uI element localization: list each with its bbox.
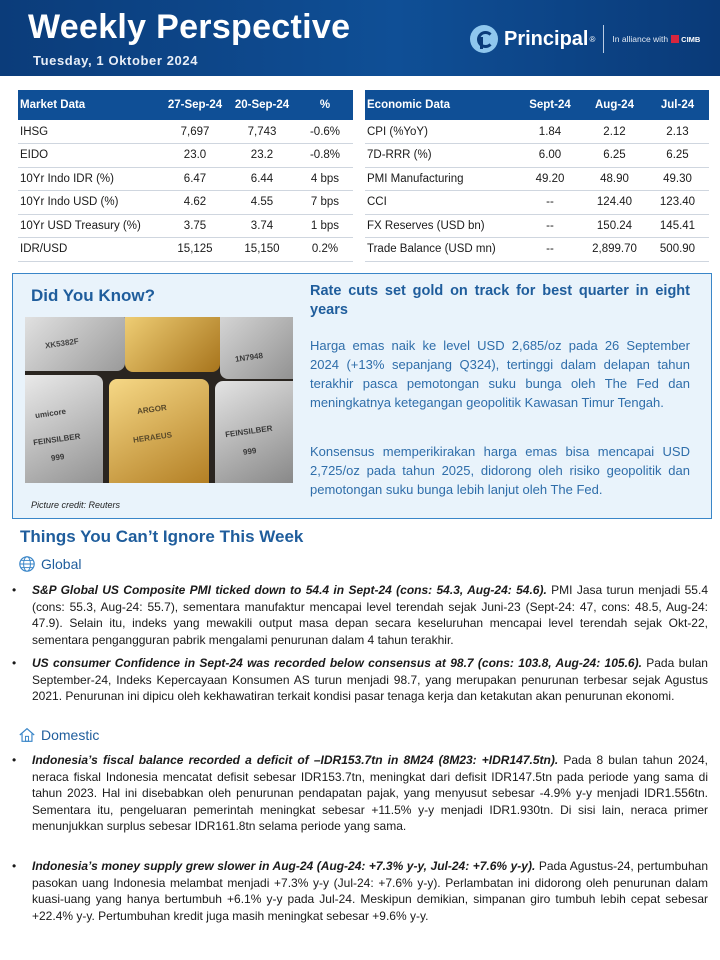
things-section-title: Things You Can’t Ignore This Week <box>20 527 304 546</box>
report-date: Tuesday, 1 Oktober 2024 <box>33 53 199 68</box>
did-you-know-headline: Rate cuts set gold on track for best quarter in eight years <box>310 283 690 318</box>
table-row <box>18 238 353 262</box>
bar-engraving: FEINSILBER <box>32 431 81 448</box>
silver-bar-top-right <box>220 317 293 379</box>
table-cell: 6.25 <box>583 144 646 168</box>
market-data-table <box>18 90 353 262</box>
table-row <box>365 214 709 238</box>
column-header: Economic Data <box>365 90 517 120</box>
principal-logo-icon <box>470 25 498 53</box>
row-label: Trade Balance (USD mn) <box>365 238 517 262</box>
global-section-header <box>18 555 81 573</box>
alliance-text: In alliance with <box>612 34 669 44</box>
gold-bar-top-middle <box>125 317 220 372</box>
gold-bars-photo <box>25 317 293 483</box>
table-cell: 124.40 <box>583 191 646 215</box>
logo-registered-mark: ® <box>589 34 596 44</box>
row-label: FX Reserves (USD bn) <box>365 214 517 238</box>
table-row <box>365 191 709 215</box>
table-cell: 1.84 <box>517 120 583 144</box>
table-header-row <box>18 90 353 120</box>
bullet-text: Pada 8 bulan tahun 2024, neraca fiskal Indonesia mencatat defisit sebesar IDR153.7tn, meningkat dari defisit IDR147.5tn pada periode yang sama di tahun 2023. Hal ini disebabkan oleh penurunan pendapatan pajak, yang menyusut sebesar -4.9% y-y menjadi IDR1.556tn. Sementara itu, pengeluaran pemerintah meningkat sebesar +11.5% y-y menjadi IDR1.930tn. Di sisi lain, neraca primer menunjukkan surplus sebesar IDR161.8tn selama periode yang sama. <box>32 753 708 833</box>
table-cell: 2.13 <box>646 120 709 144</box>
table-cell: 4.62 <box>163 191 227 215</box>
list-item <box>12 655 708 705</box>
bar-engraving: 999 <box>242 446 257 457</box>
globe-icon <box>18 555 36 573</box>
bar-engraving: HERAEUS <box>132 430 173 445</box>
cimb-text: CIMB <box>681 34 701 44</box>
table-cell: 7,697 <box>163 120 227 144</box>
report-title: Weekly Perspective <box>28 8 351 46</box>
table-cell: 2.12 <box>583 120 646 144</box>
domestic-section-header <box>18 726 99 744</box>
cimb-logo-icon <box>671 35 679 43</box>
table-cell: 3.75 <box>163 214 227 238</box>
column-header: % <box>297 90 353 120</box>
house-icon <box>18 726 36 744</box>
table-cell: 49.20 <box>517 167 583 191</box>
table-cell: 150.24 <box>583 214 646 238</box>
table-cell: -0.6% <box>297 120 353 144</box>
column-header: 20-Sep-24 <box>227 90 297 120</box>
table-cell: 4.55 <box>227 191 297 215</box>
table-cell: -- <box>517 214 583 238</box>
bullet-highlight: Indonesia’s money supply grew slower in Aug-24 (Aug-24: +7.3% y-y, Jul-24: +7.6% y-y). <box>32 859 536 873</box>
row-label: CCI <box>365 191 517 215</box>
table-cell: -0.8% <box>297 144 353 168</box>
logo-divider <box>603 25 604 53</box>
list-item <box>12 858 708 924</box>
row-label: PMI Manufacturing <box>365 167 517 191</box>
table-cell: 15,125 <box>163 238 227 262</box>
principal-logo <box>470 22 700 56</box>
bar-engraving: 999 <box>50 452 65 463</box>
column-header: Market Data <box>18 90 163 120</box>
table-cell: 500.90 <box>646 238 709 262</box>
bullet-text: PMI Jasa turun menjadi 55.4 (cons: 55.3, Aug-24: 55.7), sementara manufaktur mencapai level terendah sejak Juni-23 (Sept-24: 47, cons: 48.5, Aug-24: 47.9). Selain itu, indeks yang mewakili output masa depan secara keseluruhan mencapai level terendah sejak Okt-22, sementara pengangguran pabrik mengalami penurunan dalam 4 tahun terakhir. <box>32 583 708 647</box>
table-cell: 4 bps <box>297 167 353 191</box>
table-cell: 15,150 <box>227 238 297 262</box>
bullet-icon: • <box>12 859 17 873</box>
bullet-icon: • <box>12 753 17 767</box>
table-cell: 7,743 <box>227 120 297 144</box>
table-row <box>18 167 353 191</box>
bar-engraving: FEINSILBER <box>224 423 273 440</box>
row-label: 10Yr Indo USD (%) <box>18 191 163 215</box>
domestic-section-label: Domestic <box>41 727 100 743</box>
bullet-icon: • <box>12 583 17 597</box>
bullet-highlight: Indonesia’s fiscal balance recorded a deficit of –IDR153.7tn in 8M24 (8M23: +IDR147.5tn). <box>32 753 559 767</box>
row-label: IHSG <box>18 120 163 144</box>
column-header: Sept-24 <box>517 90 583 120</box>
did-you-know-box <box>12 273 712 519</box>
list-item <box>12 752 708 835</box>
table-cell: -- <box>517 238 583 262</box>
bullet-text: Pada bulan September-24, Indeks Kepercayaan Konsumen AS turun menjadi 98.7, yang merupakan penurunan terbesar sejak Agustus 2021. Penurunan ini dipicu oleh kekhawatiran terkait kondisi pasar tenaga kerja dan ketakutan akan penurunan ekonomi. <box>32 656 708 703</box>
table-row <box>365 144 709 168</box>
economic-data-table <box>365 90 709 262</box>
table-row <box>18 144 353 168</box>
report-header <box>0 0 720 76</box>
bullet-highlight: S&P Global US Composite PMI ticked down to 54.4 in Sept-24 (cons: 54.3, Aug-24: 54.6). <box>32 583 547 597</box>
table-cell: 6.47 <box>163 167 227 191</box>
table-cell: 6.00 <box>517 144 583 168</box>
row-label: 10Yr USD Treasury (%) <box>18 214 163 238</box>
bullet-highlight: US consumer Confidence in Sept-24 was recorded below consensus at 98.7 (cons: 103.8, Aug-24: 105.6). <box>32 656 642 670</box>
row-label: 10Yr Indo IDR (%) <box>18 167 163 191</box>
table-cell: 23.0 <box>163 144 227 168</box>
photo-credit: Picture credit: Reuters <box>31 500 121 510</box>
bar-engraving: umicore <box>34 406 67 421</box>
did-you-know-paragraph: Harga emas naik ke level USD 2,685/oz pada 26 September 2024 (+13% sepanjang Q324), tertinggi dalam delapan tahun terakhir pasca pemotongan suku bunga oleh The Fed dan meningkatnya ketegangan geopolitik Kawasan Timur Tengah. <box>310 338 690 410</box>
column-header: 27-Sep-24 <box>163 90 227 120</box>
table-cell: 23.2 <box>227 144 297 168</box>
bullet-icon: • <box>12 656 17 670</box>
table-cell: -- <box>517 191 583 215</box>
table-cell: 6.44 <box>227 167 297 191</box>
table-cell: 0.2% <box>297 238 353 262</box>
table-cell: 6.25 <box>646 144 709 168</box>
row-label: EIDO <box>18 144 163 168</box>
did-you-know-paragraph: Konsensus memperikirakan harga emas bisa mencapai USD 2,725/oz pada tahun 2025, didorong oleh risiko geopolitik dan pemotongan suku bunga lebih lanjut oleh The Fed. <box>310 444 690 497</box>
bar-engraving: ARGOR <box>136 402 168 417</box>
table-cell: 145.41 <box>646 214 709 238</box>
bar-engraving: 1N7948 <box>234 351 264 364</box>
row-label: CPI (%YoY) <box>365 120 517 144</box>
table-cell: 1 bps <box>297 214 353 238</box>
table-cell: 48.90 <box>583 167 646 191</box>
bullet-text: Pada Agustus-24, pertumbuhan pasokan uang Indonesia melambat menjadi +7.3% y-y (Jul-24: +7.6% y-y). Perlambatan ini didorong oleh penurunan dalam kuasi-uang yang hanya bertumbuh +6.1% y-y pada Jul-24. Meskipun demikian, simpanan giro tumbuh lebih cepat sebesar +22.4% y-y. Pertumbuhan kredit juga masih meningkat sebesar +9.6% y-y. <box>32 859 708 923</box>
row-label: IDR/USD <box>18 238 163 262</box>
table-row <box>18 120 353 144</box>
table-row <box>18 191 353 215</box>
bar-engraving: XK5382F <box>44 336 80 351</box>
table-row <box>18 214 353 238</box>
list-item <box>12 582 708 648</box>
global-section-label: Global <box>41 556 82 572</box>
column-header: Aug-24 <box>583 90 646 120</box>
table-cell: 7 bps <box>297 191 353 215</box>
table-row <box>365 120 709 144</box>
silver-bar-bottom-left <box>25 375 103 483</box>
did-you-know-title: Did You Know? <box>31 286 156 305</box>
table-row <box>365 167 709 191</box>
column-header: Jul-24 <box>646 90 709 120</box>
table-row <box>365 238 709 262</box>
table-cell: 123.40 <box>646 191 709 215</box>
table-cell: 3.74 <box>227 214 297 238</box>
table-cell: 2,899.70 <box>583 238 646 262</box>
logo-text: Principal <box>504 27 589 50</box>
row-label: 7D-RRR (%) <box>365 144 517 168</box>
table-cell: 49.30 <box>646 167 709 191</box>
table-header-row <box>365 90 709 120</box>
